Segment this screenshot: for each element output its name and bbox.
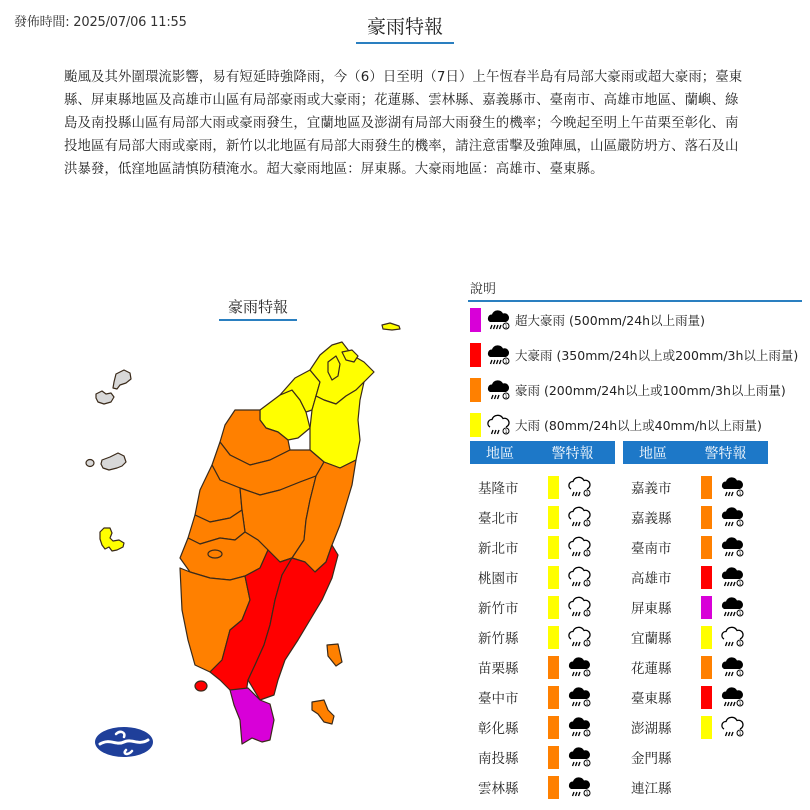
rain-cloud-outline-icon <box>566 474 592 500</box>
table-row <box>623 742 768 772</box>
rain-cloud-outline-icon <box>719 714 745 740</box>
svg-text:1: 1 <box>738 522 742 527</box>
warning-level-swatch <box>701 506 712 529</box>
table-row <box>470 472 615 502</box>
svg-text:1: 1 <box>585 612 589 617</box>
svg-text:1: 1 <box>738 552 742 557</box>
warning-level-swatch <box>548 566 559 589</box>
heavy-rain-cloud-icon <box>566 654 592 680</box>
region-name: 臺中市 <box>478 691 519 707</box>
warning-level-swatch <box>548 626 559 649</box>
table-row <box>470 682 615 712</box>
rain-cloud-outline-icon <box>566 564 592 590</box>
kinmen-islet <box>86 460 94 467</box>
table-header <box>470 441 615 464</box>
heavy-rain-cloud-icon <box>566 744 592 770</box>
svg-text:1: 1 <box>738 612 742 617</box>
region-name: 基隆市 <box>478 481 519 497</box>
heavy-rain-cloud-icon <box>719 504 745 530</box>
heavy-rain-cloud-icon <box>719 564 745 590</box>
svg-text:1: 1 <box>738 732 742 737</box>
column-header-warning: 警特報 <box>551 445 594 462</box>
column-header-region: 地區 <box>639 445 667 462</box>
warning-level-swatch <box>548 596 559 619</box>
table-row <box>470 532 615 562</box>
svg-text:1: 1 <box>585 642 589 647</box>
warning-level-swatch <box>701 716 712 739</box>
svg-text:1: 1 <box>585 552 589 557</box>
region-name: 臺東縣 <box>631 691 672 707</box>
warning-level-swatch <box>701 476 712 499</box>
svg-text:1: 1 <box>738 582 742 587</box>
svg-text:1: 1 <box>585 792 589 797</box>
table-row <box>623 772 768 802</box>
svg-text:1: 1 <box>585 702 589 707</box>
region-name: 南投縣 <box>478 751 519 767</box>
svg-text:1: 1 <box>504 429 508 435</box>
rain-cloud-outline-icon <box>566 594 592 620</box>
table-row <box>623 652 768 682</box>
region-name: 嘉義市 <box>631 481 672 497</box>
heavy-rain-cloud-icon <box>719 474 745 500</box>
table-row <box>623 712 768 742</box>
warning-level-swatch <box>701 656 712 679</box>
column-header-warning: 警特報 <box>704 445 747 462</box>
legend-swatch <box>470 343 481 367</box>
warning-table-right <box>623 441 768 802</box>
region-name: 新竹縣 <box>478 631 519 647</box>
svg-text:1: 1 <box>504 359 508 365</box>
region-name: 臺南市 <box>631 541 672 557</box>
column-header-region: 地區 <box>486 445 514 462</box>
warning-level-swatch <box>701 626 712 649</box>
svg-text:1: 1 <box>738 642 742 647</box>
region-name: 金門縣 <box>631 751 672 767</box>
region-name: 宜蘭縣 <box>631 631 672 647</box>
svg-text:1: 1 <box>585 522 589 527</box>
region-name: 澎湖縣 <box>631 721 672 737</box>
warning-level-swatch <box>701 566 712 589</box>
legend-label: 超大豪雨 (500mm/24h以上雨量) <box>515 312 705 328</box>
legend-item-torrential <box>468 372 802 407</box>
legend-item-extremely-torrential <box>468 337 802 372</box>
warning-level-swatch <box>548 536 559 559</box>
rain-cloud-outline-icon <box>566 504 592 530</box>
region-name: 臺北市 <box>478 511 519 527</box>
legend-label: 豪雨 (200mm/24h以上或100mm/3h以上雨量) <box>515 382 786 398</box>
table-row <box>470 622 615 652</box>
table-row <box>470 652 615 682</box>
warning-level-swatch <box>548 746 559 769</box>
heavy-rain-cloud-icon <box>566 714 592 740</box>
liuqiu-island <box>195 681 207 691</box>
warning-level-swatch <box>701 686 712 709</box>
region-name: 桃園市 <box>478 571 519 587</box>
table-row <box>470 562 615 592</box>
warning-level-swatch <box>548 476 559 499</box>
map-title: 豪雨特報 <box>219 296 297 321</box>
table-row <box>470 502 615 532</box>
warning-level-swatch <box>548 506 559 529</box>
heavy-rain-cloud-icon <box>485 342 511 368</box>
rain-cloud-outline-icon <box>485 412 511 438</box>
warning-level-swatch <box>548 656 559 679</box>
warning-level-swatch <box>701 536 712 559</box>
svg-text:1: 1 <box>504 324 508 330</box>
region-name: 苗栗縣 <box>478 661 519 677</box>
penghu-island <box>100 528 124 551</box>
table-row <box>623 682 768 712</box>
rain-cloud-outline-icon <box>566 534 592 560</box>
heavy-rain-cloud-icon <box>719 684 745 710</box>
table-header <box>623 441 768 464</box>
svg-text:1: 1 <box>585 672 589 677</box>
warning-level-swatch <box>701 596 712 619</box>
rain-cloud-outline-icon <box>719 624 745 650</box>
heavy-rain-cloud-icon <box>719 594 745 620</box>
table-row <box>623 592 768 622</box>
table-row <box>623 472 768 502</box>
region-name: 新竹市 <box>478 601 519 617</box>
table-rows <box>470 472 615 802</box>
region-name: 屏東縣 <box>631 601 672 617</box>
region-name: 彰化縣 <box>478 721 519 737</box>
legend-swatch <box>470 413 481 437</box>
table-row <box>623 622 768 652</box>
legend-item-super-torrential <box>468 302 802 337</box>
table-row <box>623 502 768 532</box>
warning-level-swatch <box>548 686 559 709</box>
warning-summary-text: 颱風及其外圍環流影響，易有短延時強降雨，今（6）日至明（7日）上午恆春半島有局部大豪雨或超大豪雨；臺東縣、屏東縣地區及高雄市山區有局部豪雨或大豪雨；花蓮縣、雲林縣、嘉義縣市、臺南市、高雄市地區、蘭嶼、綠島及南投縣山區有局部大雨或豪雨發生，宜蘭地區及澎湖有局部大雨發生的機率；今晚起至明上午苗栗至彰化、南投地區有局部大雨或豪雨，新竹以北地區有局部大雨發生的機率，請注意雷擊及強陣風，山區嚴防坍方、落石及山洪暴發，低窪地區請慎防積淹水。超大豪雨地區：屏東縣。大豪雨地區：高雄市、臺東縣。 <box>64 70 743 177</box>
region-name: 新北市 <box>478 541 519 557</box>
green-island <box>327 644 342 666</box>
heavy-rain-cloud-icon <box>566 684 592 710</box>
table-row <box>470 592 615 622</box>
legend-title: 說明 <box>468 276 802 302</box>
region-name: 雲林縣 <box>478 781 519 797</box>
warning-level-swatch <box>548 776 559 799</box>
svg-text:1: 1 <box>504 394 508 400</box>
legend-swatch <box>470 308 481 332</box>
warning-table-left <box>470 441 615 802</box>
legend-label: 大豪雨 (350mm/24h以上或200mm/3h以上雨量) <box>515 347 799 363</box>
table-row <box>470 712 615 742</box>
matsu-island <box>113 370 131 389</box>
svg-text:1: 1 <box>585 732 589 737</box>
region-new-taipei <box>310 342 374 404</box>
page-title: 豪雨特報 <box>356 12 454 44</box>
issue-time: 發佈時間: 2025/07/06 11:55 <box>14 15 187 30</box>
region-name: 花蓮縣 <box>631 661 672 677</box>
orchid-island <box>312 700 334 724</box>
warning-tables <box>470 441 768 802</box>
table-row <box>623 532 768 562</box>
legend-item-heavy <box>468 407 802 442</box>
legend-label: 大雨 (80mm/24h以上或40mm/h以上雨量) <box>515 417 762 433</box>
warning-level-swatch <box>548 716 559 739</box>
heavy-rain-cloud-icon <box>719 534 745 560</box>
legend <box>468 276 802 442</box>
taiwan-warning-map <box>70 300 430 760</box>
table-row <box>470 772 615 802</box>
legend-swatch <box>470 378 481 402</box>
pengjia-islet <box>382 323 400 330</box>
svg-text:1: 1 <box>738 702 742 707</box>
region-name: 高雄市 <box>631 571 672 587</box>
heavy-rain-cloud-icon <box>485 377 511 403</box>
heavy-rain-cloud-icon <box>719 654 745 680</box>
table-rows <box>623 472 768 802</box>
heavy-rain-cloud-icon <box>566 774 592 800</box>
table-row <box>470 742 615 772</box>
svg-text:1: 1 <box>738 492 742 497</box>
svg-text:1: 1 <box>738 672 742 677</box>
heavy-rain-cloud-icon <box>485 307 511 333</box>
svg-text:1: 1 <box>585 582 589 587</box>
svg-text:1: 1 <box>585 492 589 497</box>
kinmen-island-1 <box>96 391 114 404</box>
kinmen-island-2 <box>101 453 126 470</box>
cwa-logo <box>95 727 153 757</box>
table-row <box>623 562 768 592</box>
rain-cloud-outline-icon <box>566 624 592 650</box>
region-name: 嘉義縣 <box>631 511 672 527</box>
region-name: 連江縣 <box>631 781 672 797</box>
svg-text:1: 1 <box>585 762 589 767</box>
region-chiayi-city <box>208 550 222 558</box>
